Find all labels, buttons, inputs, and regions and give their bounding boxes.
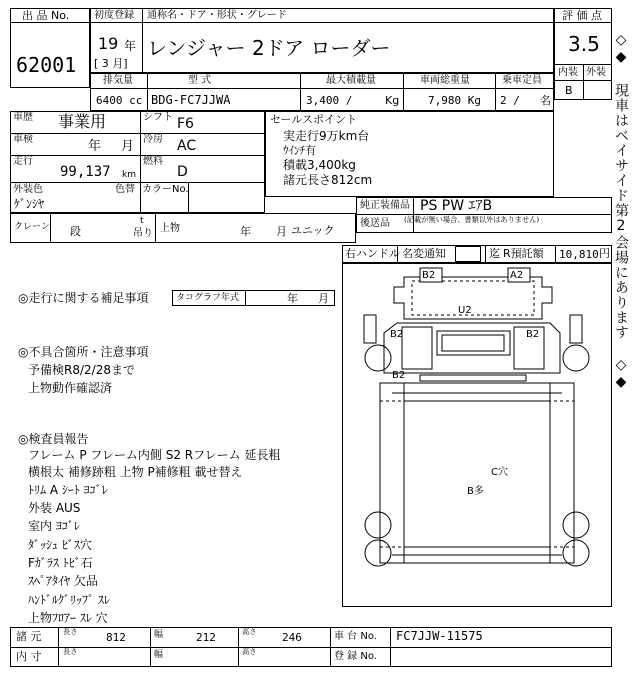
inspector-title: ◎検査員報告 [18, 432, 89, 446]
fuel-label: 燃料 [143, 156, 163, 167]
chassis-label: 車 台 No. [334, 631, 377, 642]
reg-year: 19 [98, 34, 119, 53]
inspector-line-2: 横根太 補修跡粗 上物 P補修粗 載せ替え [28, 465, 243, 479]
meter-change-label: 名変通知 [402, 247, 446, 260]
capacity-unit: 名 [540, 94, 551, 107]
retrofit-label: 後送品 [360, 218, 390, 229]
first-reg-label: 初度登録 [94, 10, 134, 21]
deposit-label: R預託額 [503, 247, 544, 260]
model-label: 型 式 [188, 75, 212, 86]
crane-label: クレーン [14, 222, 50, 232]
length-value: 812 [106, 631, 126, 644]
disp-value: 6400 cc [96, 94, 143, 107]
length2-label: 長さ [63, 648, 78, 657]
sales-line-1: 実走行9万km台 [283, 129, 370, 143]
equip-value: PS PW ｴｱB [420, 198, 493, 214]
inspector-line-5: 室内 ﾖｺﾞﾚ [28, 519, 80, 533]
maxload-unit: Kg [385, 94, 400, 107]
interior-dims-label: 内 寸 [16, 650, 42, 663]
crane-t: t [140, 216, 144, 226]
width-value: 212 [196, 631, 216, 644]
crane-lift: 吊り [133, 228, 153, 239]
score-value: 3.5 [568, 32, 600, 56]
reg-year-unit: 年 [124, 39, 137, 53]
inspector-line-3: ﾄﾘﾑ A ｼｰﾄ ﾖｺﾞﾚ [28, 483, 108, 497]
handle-value: 右ハンドル [345, 247, 400, 260]
tacho-month: 月 [318, 292, 329, 305]
gvw-value: 7,980 Kg [428, 94, 481, 107]
defect-title: ◎不具合箇所・注意事項 [18, 345, 149, 359]
height-label: 高さ [242, 628, 257, 637]
odo-label: 迄 [489, 247, 500, 260]
reg-month: [ 3 月] [94, 57, 128, 70]
car-name: レンジャー 2ドア ローダー [147, 36, 391, 60]
ext-color-label: 外装色 [13, 184, 43, 195]
mileage-label: 走行 [13, 156, 33, 167]
equip-label: 純正装備品 [360, 200, 410, 211]
sales-line-3: 積載3,400kg [283, 158, 356, 172]
ac-label: 冷房 [143, 134, 163, 145]
upper-year: 年 [240, 225, 251, 238]
diagram-mark-bed-hole: C穴 [491, 467, 508, 478]
inspector-line-6: ﾀﾞｯｼｭ ﾋﾞｽ穴 [28, 538, 92, 552]
diagram-mark-left-door: B2 [390, 329, 404, 340]
inspection-month: 月 [121, 139, 135, 154]
upper-month: 月 [276, 225, 287, 238]
lot-no: 62001 [16, 53, 77, 77]
driving-title: ◎走行に関する補足事項 [18, 291, 149, 305]
width-label: 幅 [154, 630, 164, 640]
crane-stage: 段 [70, 225, 81, 238]
exterior-label: 外装 [586, 67, 606, 78]
meter-change-box [455, 246, 481, 262]
ext-color-value: ｹﾞﾝｼﾔ [14, 197, 45, 211]
dims-label: 諸 元 [16, 630, 42, 643]
maxload-value: 3,400 / [306, 94, 353, 107]
inspector-line-1: フレーム P フレーム内側 S2 Rフレーム 延長粗 [28, 448, 281, 462]
deposit-value: 10,810 [559, 248, 599, 261]
chassis-value: FC7JJW-11575 [396, 629, 483, 643]
maxload-label: 最大積載量 [326, 75, 376, 86]
color-no-label: カラーNo. [142, 184, 189, 195]
ac-value: AC [177, 138, 197, 154]
history-value: 事業用 [58, 112, 107, 131]
diagram-mark-left-step: B2 [392, 370, 406, 381]
yen-label: 円 [599, 247, 610, 260]
inspection-label: 車検 [13, 134, 33, 145]
disp-label: 排気量 [103, 75, 133, 86]
inspector-line-9: ﾊﾝﾄﾞﾙｸﾞﾘｯﾌﾟ ｽﾚ [28, 593, 110, 607]
inspector-line-4: 外装 AUS [28, 501, 81, 515]
height-value: 246 [282, 631, 302, 644]
capacity-label: 乗車定員 [502, 75, 542, 86]
length-label: 長さ [63, 628, 78, 637]
shift-label: シフト [143, 112, 173, 123]
sales-line-2: ｳｲﾝﾁ有 [283, 144, 316, 157]
lot-no-label: 出 品 No. [22, 9, 70, 22]
diagram-mark-right-door: B2 [526, 329, 540, 340]
reg-no-label: 登 録 No. [334, 651, 377, 662]
upper-label: 上物 [160, 223, 180, 234]
interior-label: 内装 [558, 67, 578, 78]
sales-line-4: 諸元長さ812cm [283, 173, 373, 187]
inspector-line-7: Fｶﾞﾗｽ ﾄﾋﾞ石 [28, 556, 93, 570]
mileage-unit: km [122, 170, 136, 180]
score-label: 評 価 点 [562, 9, 602, 22]
diagram-mark-roof: U2 [458, 305, 472, 316]
side-banner-text: ◇◆ 現車はベイサイド第2会場にあります ◇◆ [613, 32, 629, 391]
color-change-label: 色替 [115, 184, 135, 195]
diagram-mark-cab-right: A2 [510, 270, 524, 281]
tacho-year: 年 [287, 292, 298, 305]
gvw-label: 車両総重量 [420, 75, 470, 86]
sales-title: セールスポイント [270, 113, 358, 126]
history-label: 車歴 [13, 112, 33, 123]
details-box [10, 111, 265, 213]
retrofit-note: (記載が無い場合、書類以外はありません) [404, 216, 540, 225]
shift-value: F6 [177, 116, 194, 132]
fuel-value: D [177, 164, 188, 180]
defect-line-1: 予備検R8/2/28まで [28, 363, 135, 377]
inspection-year: 年 [88, 139, 102, 154]
name-label: 通称名・ドア・形状・グレード [147, 10, 287, 21]
tacho-label: タコグラフ年式 [176, 293, 240, 303]
width2-label: 幅 [154, 650, 164, 660]
upper-maker: ユニック [291, 224, 335, 237]
interior-grade: B [565, 84, 573, 97]
diagram-mark-bed-scratch: B多 [467, 486, 484, 497]
capacity-value: 2 / [500, 94, 520, 107]
truck-diagram [342, 263, 612, 607]
height2-label: 高さ [242, 648, 257, 657]
model-value: BDG-FC7JJWA [151, 93, 231, 107]
inspector-line-8: ｽﾍﾟｱﾀｲﾔ 欠品 [28, 574, 98, 588]
defect-line-2: 上物動作確認済 [28, 381, 113, 395]
inspector-line-10: 上物ﾌﾛｱｰ ｽﾚ 穴 [28, 611, 108, 625]
diagram-mark-cab-left: B2 [422, 270, 436, 281]
mileage-value: 99,137 [60, 164, 111, 180]
